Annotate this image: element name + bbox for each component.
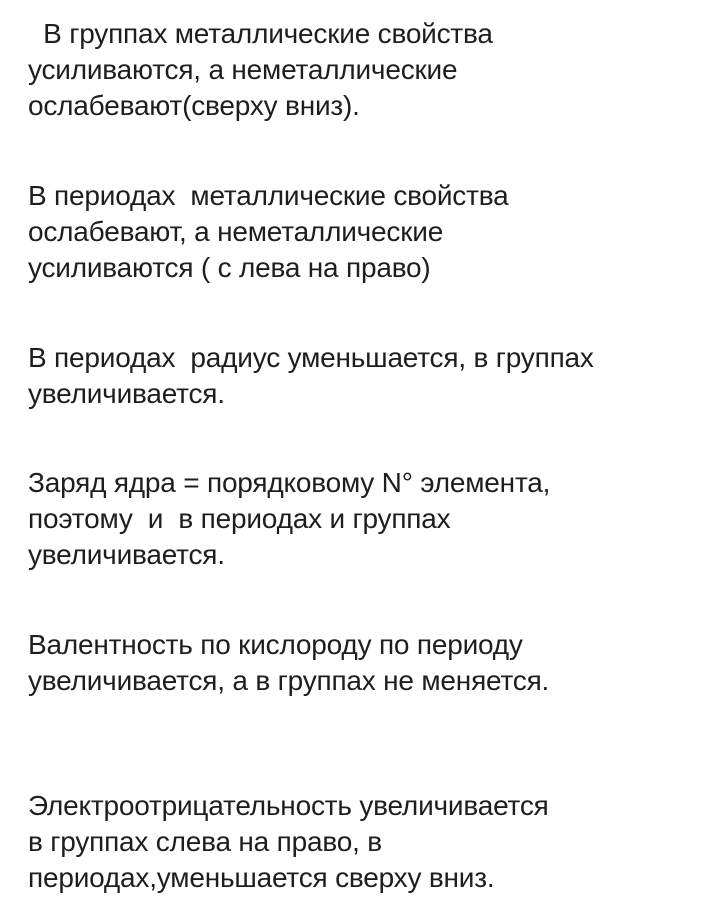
- text-line: В группах металлические свойства: [28, 18, 493, 49]
- paragraph-atomic-radius: [28, 340, 708, 412]
- text-line: периодах,уменьшается сверху вниз.: [28, 862, 495, 893]
- text-line: увеличивается, а в группах не меняется.: [28, 665, 550, 696]
- text-line: Заряд ядра = порядковому N° элемента,: [28, 467, 551, 498]
- text-line: усиливаются, а неметаллические: [28, 54, 458, 85]
- paragraph-electronegativity: [28, 788, 708, 896]
- text-line: В периодах радиус уменьшается, в группах: [28, 342, 594, 373]
- paragraph-oxygen-valence: [28, 627, 708, 699]
- text-line: ослабевают(сверху вниз).: [28, 90, 360, 121]
- text-line: поэтому и в периодах и группах: [28, 503, 451, 534]
- text-line: увеличивается.: [28, 539, 225, 570]
- text-line: увеличивается.: [28, 378, 225, 409]
- text-line: Электроотрицательность увеличивается: [28, 790, 549, 821]
- paragraph-nuclear-charge: [28, 465, 708, 573]
- text-line: ослабевают, а неметаллические: [28, 216, 444, 247]
- paragraph-period-metallic-properties: [28, 178, 708, 286]
- text-line: в группах слева на право, в: [28, 826, 382, 857]
- paragraph-group-metallic-properties: [28, 16, 708, 124]
- text-line: Валентность по кислороду по периоду: [28, 629, 523, 660]
- text-line: В периодах металлические свойства: [28, 180, 509, 211]
- text-line: усиливаются ( с лева на право): [28, 252, 431, 283]
